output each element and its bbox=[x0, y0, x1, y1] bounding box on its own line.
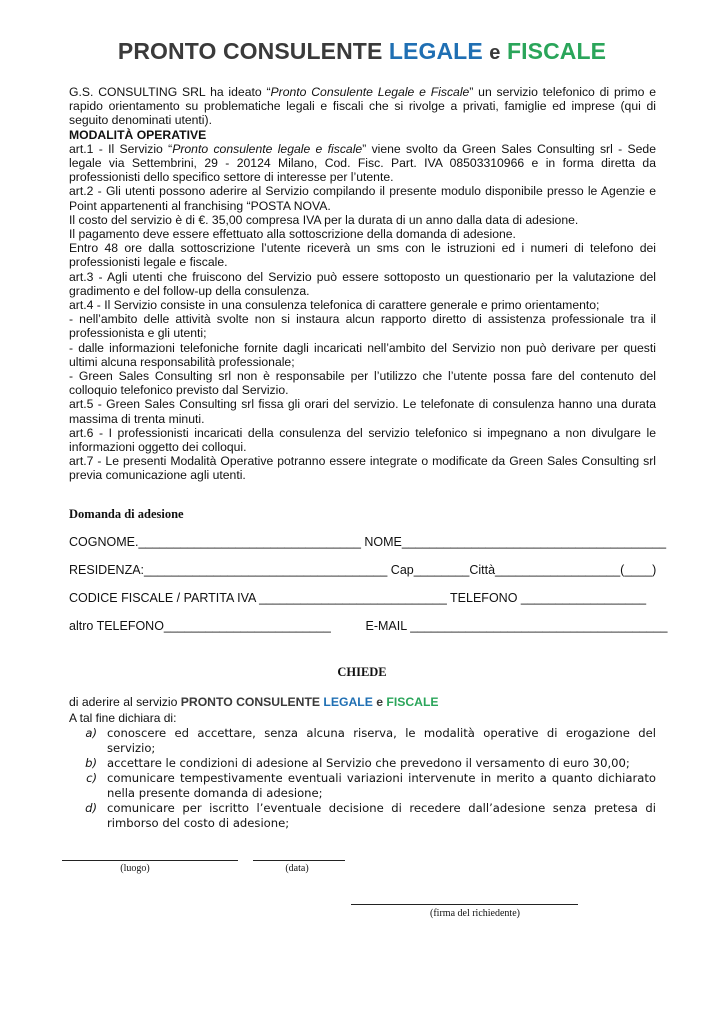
list-text: comunicare tempestivamente eventuali variazioni intervenute in merito a quanto dichiarato nella presente domanda di adesione; bbox=[107, 771, 656, 800]
form-row-residenza[interactable]: RESIDENZA:___________________________________ Cap________Città__________________(____) bbox=[69, 563, 657, 577]
form-row-cognome-nome[interactable]: COGNOME.________________________________ NOME______________________________________ bbox=[69, 535, 667, 549]
list-item bbox=[69, 726, 656, 756]
art4: art.4 - Il Servizio consiste in una consulenza telefonica di carattere generale e primo orientamento; bbox=[69, 298, 600, 313]
title-fiscale: FISCALE bbox=[507, 38, 607, 64]
aderire-brand-legale: LEGALE bbox=[323, 695, 373, 709]
luogo-line[interactable] bbox=[62, 860, 238, 861]
intro-paragraph bbox=[69, 85, 656, 128]
firma-label: (firma del richiedente) bbox=[430, 908, 520, 919]
art5: art.5 - Green Sales Consulting srl fissa gli orari del servizio. Le telefonate di consulenza hanno una durata massima di trenta minuti. bbox=[69, 397, 656, 426]
intro-italic: Pronto Consulente Legale e Fiscale bbox=[270, 85, 470, 99]
intro-text-b: ” un servizio telefonico di primo e rapido orientamento su problematiche legali e fiscali che si rivolge a privati, famiglie ed imprese (qui di seguito denominati utenti). bbox=[69, 85, 657, 128]
art4-item-a: - nell’ambito delle attività svolte non si instaura alcun rapporto diretto di assistenza professionale tra il professionista e gli utenti; bbox=[69, 312, 656, 341]
art1-italic: Pronto consulente legale e fiscale bbox=[172, 141, 363, 156]
list-text: comunicare per iscritto l’eventuale decisione di recedere dall’adesione senza pretesa di rimborso del costo di adesione; bbox=[107, 801, 656, 830]
data-label: (data) bbox=[285, 863, 309, 874]
list-item bbox=[69, 771, 656, 801]
list-item bbox=[69, 756, 656, 771]
list-text: conoscere ed accettare, senza alcuna riserva, le modalità operative di erogazione del servizio; bbox=[107, 726, 656, 755]
title-legale: LEGALE bbox=[388, 38, 483, 64]
art1-text-a: art.1 - Il Servizio “ bbox=[69, 141, 173, 156]
pagamento-paragraph: Il pagamento deve essere effettuato alla sottoscrizione della domanda di adesione. bbox=[69, 227, 516, 242]
aderire-brand-fiscale: FISCALE bbox=[386, 695, 439, 709]
art1-text-b: ” viene svolto da Green Sales Consulting srl - Sede legale via Settembrini, 29 - 20124 Milano, Cod. Fisc. Part. IVA 08503310966 e in forma diretta da professionisti dello specifico settore di interesse per l’utente. bbox=[69, 141, 656, 185]
art1 bbox=[69, 142, 656, 185]
art3: art.3 - Agli utenti che fruiscono del Servizio può essere sottoposto un questionario per la valutazione del gradimento e del follow-up della consulenza. bbox=[69, 269, 656, 298]
aderire-prefix: di aderire al servizio bbox=[69, 695, 181, 709]
aderire-brand-1: PRONTO CONSULENTE bbox=[180, 695, 324, 709]
form-row-codice-fiscale[interactable]: CODICE FISCALE / PARTITA IVA ___________________________ TELEFONO __________________ bbox=[69, 591, 647, 605]
list-item bbox=[69, 801, 656, 831]
list-marker: c) bbox=[86, 771, 97, 785]
form-row-altro-telefono[interactable]: altro TELEFONO________________________ E-MAIL _____________________________________ bbox=[69, 619, 668, 633]
art7: art.7 - Le presenti Modalità Operative potranno essere integrate o modificate da Green Sales Consulting srl previa comunicazione agli utenti. bbox=[69, 454, 656, 483]
art2: art.2 - Gli utenti possono aderire al Servizio compilando il presente modulo disponibile presso le Agenzie e Point appartenenti al franchising “POSTA NOVA. bbox=[69, 184, 656, 213]
dichiara-line: A tal fine dichiara di: bbox=[69, 711, 177, 725]
dichiarazioni-list bbox=[69, 726, 656, 831]
document-body bbox=[69, 85, 656, 483]
costo-paragraph: Il costo del servizio è di €. 35,00 compresa IVA per la durata di un anno dalla data di adesione. bbox=[69, 212, 579, 227]
aderire-brand-e: e bbox=[372, 695, 387, 709]
page-title bbox=[0, 38, 724, 65]
list-marker: d) bbox=[85, 801, 97, 815]
domanda-title: Domanda di adesione bbox=[69, 507, 184, 521]
list-text: accettare le condizioni di adesione al Servizio che prevedono il versamento di euro 30,00; bbox=[107, 756, 630, 770]
title-part1: PRONTO CONSULENTE bbox=[117, 38, 383, 64]
art4-item-c: - Green Sales Consulting srl non è responsabile per l’utilizzo che l’utente possa fare del contenuto del colloquio telefonico previsto dal Servizio. bbox=[69, 369, 656, 398]
title-e: e bbox=[489, 42, 501, 64]
chiede-heading: CHIEDE bbox=[337, 665, 387, 679]
intro-text-a: G.S. CONSULTING SRL ha ideato “ bbox=[69, 85, 271, 99]
aderire-line bbox=[69, 695, 439, 709]
data-line[interactable] bbox=[253, 860, 345, 861]
art4-item-b: - dalle informazioni telefoniche fornite dagli incaricati nell’ambito del Servizio non può derivare per questi ultimi alcuna responsabilità professionale; bbox=[69, 340, 656, 369]
entro-paragraph: Entro 48 ore dalla sottoscrizione l’utente riceverà un sms con le istruzioni ed i numeri di telefono dei professionisti legale e fiscale. bbox=[69, 241, 656, 270]
modalita-heading: MODALITÀ OPERATIVE bbox=[69, 127, 207, 142]
list-marker: b) bbox=[85, 756, 97, 770]
list-marker: a) bbox=[85, 726, 97, 740]
firma-line[interactable] bbox=[351, 904, 578, 905]
luogo-label: (luogo) bbox=[120, 863, 150, 874]
art6: art.6 - I professionisti incaricati della consulenza del servizio telefonico si impegnano a non divulgare le informazioni oggetto dei colloqui. bbox=[69, 425, 656, 455]
